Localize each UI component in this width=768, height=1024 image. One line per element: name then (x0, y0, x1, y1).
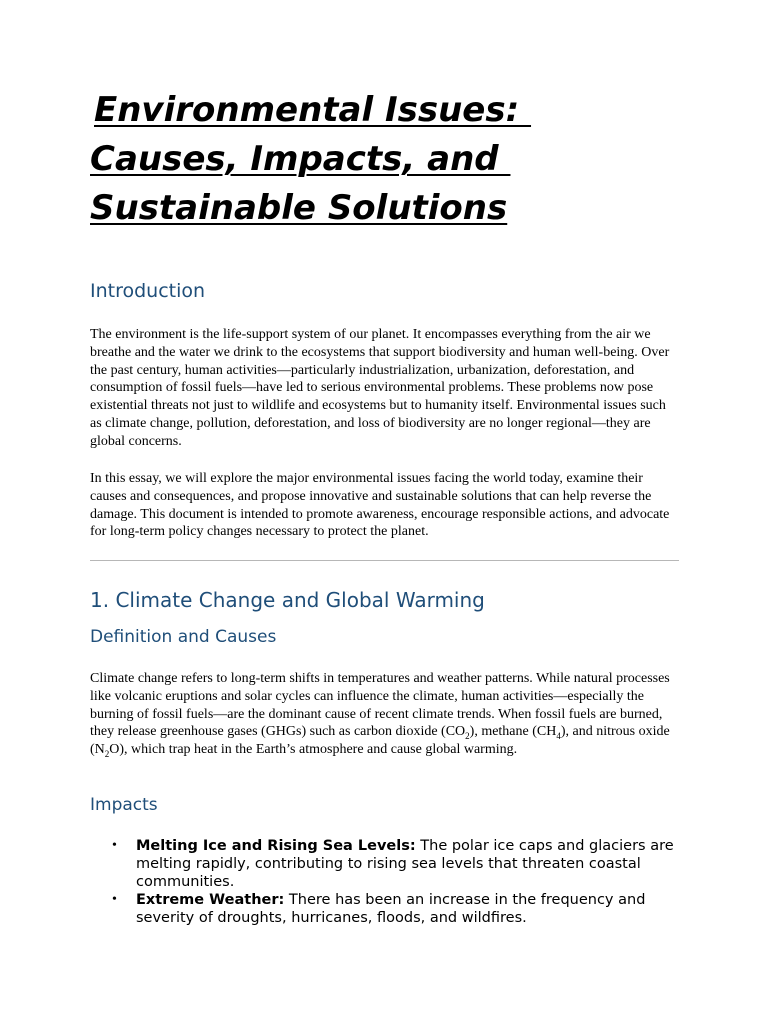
impacts-heading: Impacts (90, 795, 158, 815)
definition-text-c: ), and nitrous oxide (N (90, 724, 670, 758)
bullet: • (112, 838, 117, 853)
impact-term: Melting Ice and Rising Sea Levels: (136, 838, 416, 854)
ch4-subscript: 4 (556, 731, 561, 742)
definition-text-d: O), which trap heat in the Earth’s atmosphere and cause global warming. (109, 742, 518, 758)
document-title (90, 86, 690, 233)
bullet: • (112, 892, 117, 907)
title-line-1: Environmental Issues: (94, 90, 532, 130)
impacts-list (112, 837, 682, 927)
title-line-3: Sustainable Solutions (90, 188, 508, 228)
introduction-paragraph-2: In this essay, we will explore the major environmental issues facing the world today, examine their causes and consequences, and propose innovative and sustainable solutions that can help reverse the damage. This document is intended to promote awareness, encourage responsible actions, and advocate for long-term policy changes necessary to protect the planet. (90, 471, 670, 540)
definition-text-b: ), methane (CH (469, 724, 557, 740)
impact-text: There has been an increase in the frequency and severity of droughts, hurricanes, floods, and wildfires. (136, 892, 646, 926)
co2-subscript: 2 (465, 731, 470, 742)
section-divider (90, 560, 679, 561)
list-item (112, 891, 682, 927)
introduction-heading: Introduction (90, 280, 206, 302)
introduction-paragraph-1: The environment is the life-support system of our planet. It encompasses everything from the air we breathe and the water we drink to the ecosystems that support biodiversity and human well-being. Over the past century, human activities—particularly industrialization, urbanization, deforestation, and consumption of fossil fuels—have led to serious environmental problems. These problems now pose existential threats not just to wildlife and ecosystems but to humanity itself. Environmental issues such as climate change, pollution, deforestation, and loss of biodiversity are no longer regional—they are global concerns. (90, 327, 670, 449)
list-item (112, 837, 682, 891)
impact-text: The polar ice caps and glaciers are melting rapidly, contributing to rising sea levels that threaten coastal communities. (136, 838, 674, 890)
definition-causes-heading: Definition and Causes (90, 627, 277, 647)
definition-paragraph (90, 670, 680, 759)
title-line-2: Causes, Impacts, and (90, 139, 511, 179)
n2o-subscript: 2 (104, 748, 110, 759)
climate-change-heading: 1. Climate Change and Global Warming (90, 588, 485, 612)
definition-text-a: Climate change refers to long-term shifts in temperatures and weather patterns. While natural processes like volcanic eruptions and solar cycles can influence the climate, human activities—especially the burning of fossil fuels—are the dominant cause of recent climate trends. When fossil fuels are burned, they release greenhouse gases (GHGs) such as carbon dioxide (CO (90, 671, 670, 740)
impact-term: Extreme Weather: (136, 892, 285, 908)
